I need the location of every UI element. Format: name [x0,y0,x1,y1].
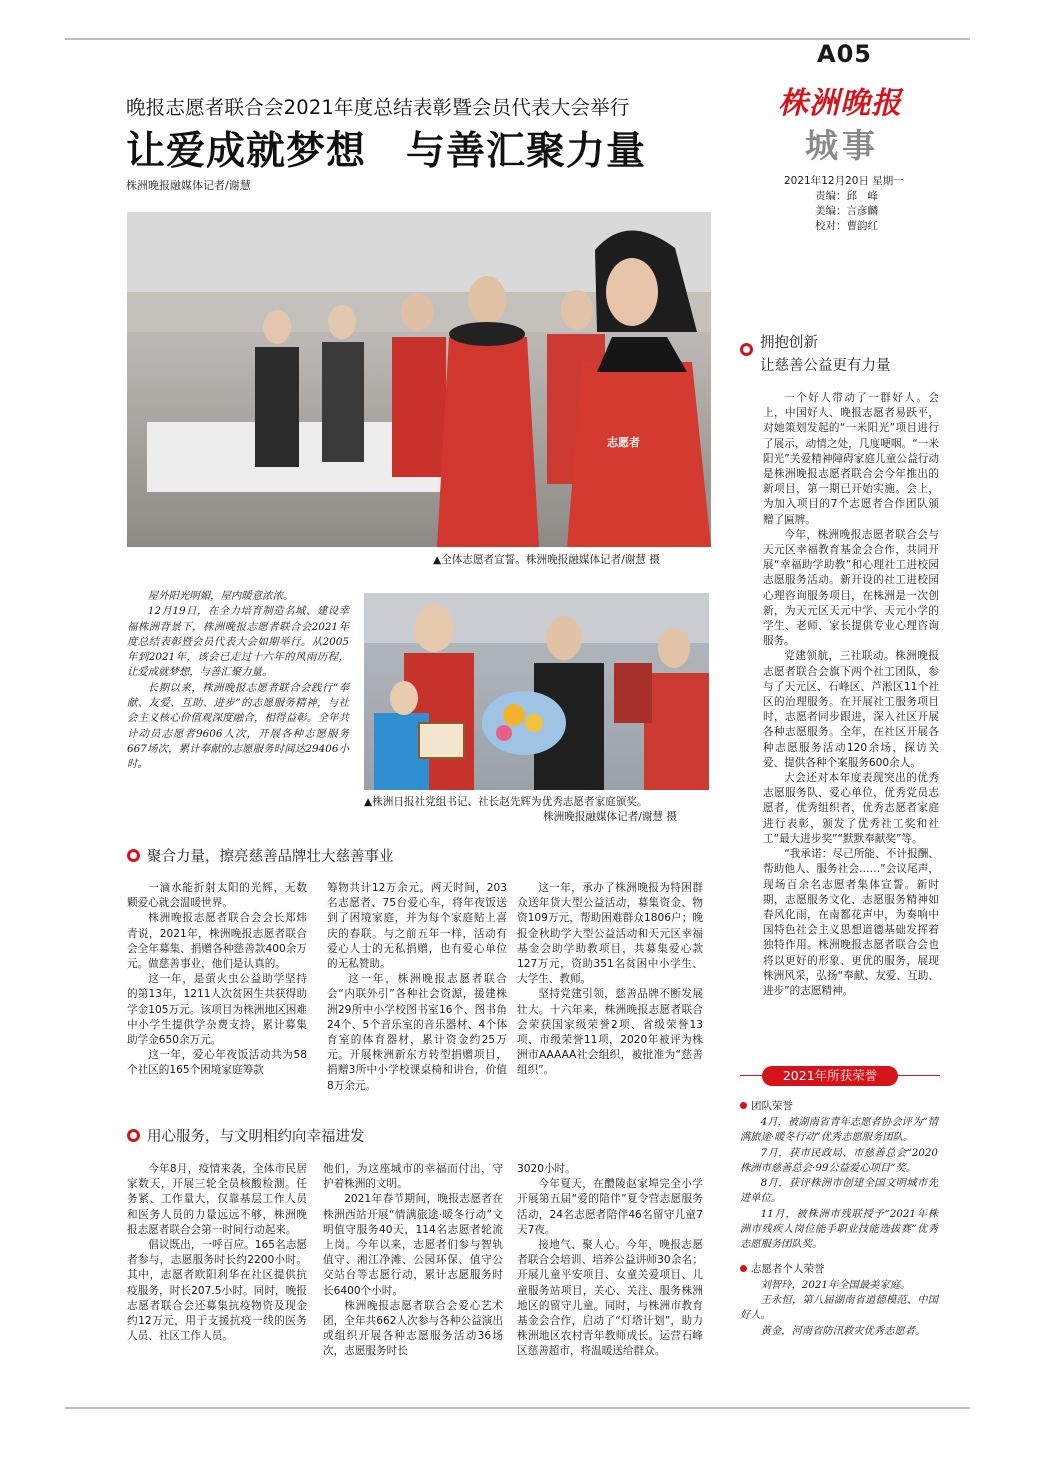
honor-category-team [740,1098,938,1113]
section1-column-1 [127,881,307,1079]
honor-item: 王永恒，第八届湖南省道德模范、中国好人。 [740,1293,938,1322]
paragraph: 一个好人带动了一群好人。会上，中国好人、晚报志愿者易跃平，对她策划发起的“一米阳光”项目进行了展示，动情之处，几度哽咽。“一米阳光”关爱精神障碍家庭儿童公益行动是株洲晚报志愿者联合会今年推出的新项目，第一期已开始实施。会上，为加入项目的7个志愿者合作团队颁赠了匾牌。 [763,392,939,526]
lead-paragraph: 12月19日，在全力培育制造名城、建设幸福株洲背景下，株洲晚报志愿者联合会2021年度总结表彰暨会员代表大会如期举行。从2005年到2021年，该会已走过十六年的风雨历程，让爱成就梦想，与善汇聚力量。 [127,605,349,679]
honor-item: 11月，被株洲市残联授予“2021年株洲市残疾人岗位能手职业技能选拔赛”优秀志愿服务团队奖。 [740,1207,938,1251]
team-honors [740,1115,938,1253]
section1-column-3 [517,881,703,1079]
honor-category-label: 志愿者个人荣誉 [751,1262,825,1275]
paragraph: 筹物共计12万余元。两天时间，203名志愿者、75台爱心车，将年夜饭送到了困境家庭，并为每个家庭贴上喜庆的春联。与之前五年一样，活动有爱心人士的无私捐赠，也有爱心单位的无私赞助。 [327,882,507,971]
paragraph: 这一年，是萤火虫公益助学坚持的第13年，1211人次贫困生共获得助学金105万元。该项目为株洲地区困难中小学生提供学杂费支持，累计募集助学金650余万元。 [127,973,307,1047]
paragraph: 今年8月，疫情来袭，全体市民居家数天，开展三轮全员核酸检测。任务紧、工作量大，仅靠基层工作人员和医务人员的力量远远不够，株洲晚报志愿者联合会第一时间行动起来。 [127,1163,307,1236]
lead-paragraph: 屋外阳光明媚，屋内暖意浓浓。 [147,590,294,602]
paper-logo: 株洲晚报 [778,86,902,121]
lead-paragraph: 长期以来，株洲晚报志愿者联合会践行“奉献、友爱、互助、进步”的志愿服务精神，与社会主义核心价值观深度融合，相得益彰。全年共计动员志愿者9606人次，开展各种志愿服务667场次，累计奉献的志愿服务时间达29406小时。 [127,681,349,771]
sidebar-title-line-2: 让慈善公益更有力量 [760,358,891,374]
headline-title: 让爱成就梦想 与善汇聚力量 [126,129,647,174]
honor-category-personal [740,1261,938,1276]
section2-column-3 [517,1162,703,1360]
section-heading-2 [127,1125,365,1146]
paragraph: 一滴水能折射太阳的光辉，无数颗爱心就会温暖世界。 [127,882,307,910]
paragraph: 今年夏天，在醴陵赵家埠完全小学开展第五届“爱的陪伴”夏令营志愿服务活动，24名志愿者陪伴46名留守儿童7天7夜。 [517,1178,703,1236]
paragraph: “我承诺：尽己所能、不计报酬、帮助他人、服务社会……”会议尾声，现场百余名志愿者集体宣誓。新时期，志愿服务文化、志愿服务精神如春风化雨，在南都花声中，为奏响中国特色社会主义思想道德基础发挥着独特作用。株洲晚报志愿者联合会也将以更好的形象、更优的服务，展现株洲风采，弘扬“奉献、友爱、互助、进步”的志愿精神。 [763,848,939,997]
honor-item: 刘智玲，2021年全国最美家庭。 [760,1278,911,1291]
bullet-icon [740,1102,747,1109]
section-bullet-icon [127,1129,140,1142]
bullet-icon [740,1265,747,1272]
editor-credit: 责编：邱 峰 [815,190,878,202]
paragraph: 他们，为这座城市的幸福而付出，守护着株洲的文明。 [323,1163,503,1191]
award-photo-caption-1: ▲株洲日报社党组书记、社长赵先辉为优秀志愿者家庭颁奖。 [364,796,648,808]
honor-item: 8月，获评株洲市创建全国文明城市先进单位。 [740,1177,938,1205]
paragraph: 坚持党建引领，慈善品牌不断发展壮大。十六年来，株洲晚报志愿者联合会荣获国家级荣誉2项、省级荣誉13项、市级荣誉11项，2020年被评为株洲市AAAAA社会组织，被批准为“慈善组织”。 [517,988,703,1077]
honor-item: 黄金，河南省防汛救灾优秀志愿者。 [760,1324,926,1337]
proofreader-credit: 校对：曹韵红 [815,220,878,232]
paragraph: 接地气、聚人心。今年，晚报志愿者联合会培训、培养公益讲师30余名；开展儿童平安项目、女童关爱项目、儿童服务站项目，关心、关注、服务株洲地区的留守儿童。同时，与株洲市教育基金会合作，启动了“灯塔计划”，助力株洲地区农村青年教师成长。运营石峰区慈善超市，将温暖送给群众。 [517,1239,703,1358]
lead-text [127,589,349,773]
paragraph: 这一年，承办了株洲晚报为特困群众送年货大型公益活动，募集资金、物资109万元，帮助困难群众1806户；晚报金秋助学大型公益活动和天元区幸福基金会助学助教项目，共募集爱心款127万元，资助351名贫困中小学生、大学生、教师。 [517,882,703,986]
paragraph: 倡议既出，一呼百应。165名志愿者参与，志愿服务时长约2200小时。其中，志愿者欧阳利华在社区提供抗疫服务，时长207.5小时。同时，晚报志愿者联合会还募集抗疫物资及现金约12万元，用于支援抗疫一线的医务人员、社区工作人员。 [127,1239,307,1343]
paragraph: 株洲晚报志愿者联合会会长郑炜青说，2021年，株洲晚报志愿者联合会全年募集、捐赠各种慈善款400余万元。做慈善事业，他们是认真的。 [127,912,307,971]
section-bullet-icon [127,849,140,862]
section-title: 用心服务，与文明相约向幸福进发 [147,1129,365,1145]
paragraph: 3020小时。 [517,1163,576,1175]
honor-item: 7月，获市民政局、市慈善总会“2020株洲市慈善总会·99公益爱心项目”奖。 [740,1146,938,1174]
honors-list [740,1098,938,1339]
section-heading-1 [127,845,394,866]
headline-kicker: 晚报志愿者联合会2021年度总结表彰暨会员代表大会举行 [126,96,630,119]
paragraph: 株洲晚报志愿者联合会爱心艺术团，全年共662人次参与各种公益演出或组织开展各种志愿服务活动36场次，志愿服务时长 [323,1299,503,1358]
honor-item: 4月，被湖南省青年志愿者协会评为“情满旅途·暖冬行动”优秀志愿服务团队。 [740,1116,938,1144]
sidebar-text [763,391,939,999]
sidebar-heading [740,331,891,375]
page-number: A05 [817,40,872,68]
date-line: 2021年12月20日 星期一 [784,175,904,187]
designer-credit: 美编：言彦麟 [815,205,878,217]
vest-logo-text: 志愿者 [607,436,640,449]
section2-column-1 [127,1162,307,1344]
section-title: 聚合力量，擦亮慈善品牌壮大慈善事业 [147,849,394,865]
section2-column-2 [323,1162,503,1360]
bottom-rule [65,1407,970,1409]
section1-column-2 [327,881,507,1094]
section-bullet-icon [740,343,753,356]
honors-banner: 2021年所获荣誉 [762,1066,898,1086]
main-photo [127,212,711,547]
main-photo-caption: ▲全体志愿者宣誓。株洲晚报融媒体记者/谢慧 摄 [433,554,660,566]
paragraph: 这一年，株洲晚报志愿者联合会“内联外引”各种社会资源，援建株洲29所中小学校图书室16个、图书角24个、5个音乐室的音乐器材、4个体育室的体育器材，累计资金约25万元。开展株洲新东方转型捐赠项目，捐赠3所中小学校课桌椅和讲台，价值8万余元。 [327,973,507,1092]
byline: 株洲晚报融媒体记者/谢慧 [126,179,251,192]
paragraph: 2021年春节期间，晚报志愿者在株洲西站开展“情满旅途·暖冬行动”文明值守服务40天，114名志愿者轮流上岗。今年以来，志愿者们参与智轨值守、湘江净滩、公园环保、值守公交站台等志愿行动，累计志愿服务时长6400个小时。 [323,1193,503,1297]
paragraph: 大会还对本年度表现突出的优秀志愿服务队、爱心单位，优秀党员志愿者，优秀组织者，优秀志愿者家庭进行表彰，颁发了优秀社工奖和社工“最大进步奖”“默默奉献奖”等。 [763,772,939,845]
paragraph: 今年，株洲晚报志愿者联合会与天元区幸福教育基金会合作，共同开展“幸福助学助教”和心理社工进校园志愿服务活动。新开设的社工进校园心理咨询服务项目，在株洲是一次创新，为天元区天元中学、天元小学的学生、老师、家长提供专业心理咨询服务。 [763,528,939,648]
personal-honors [740,1278,938,1339]
section-name: 城事 [805,126,879,165]
award-photo [364,593,709,790]
paragraph: 这一年，爱心年夜饭活动共为58个社区的165个困境家庭筹款 [127,1049,307,1077]
paragraph: 党建领航，三社联动。株洲晚报志愿者联合会旗下两个社工团队，参与了天元区、石峰区、芦淞区11个社区的治理服务。在开展社工服务项目时，志愿者同步跟进，深入社区开展各种志愿服务。全年，在社区开展各种志愿服务活动120余场，探访关爱、提供各种个案服务600余人。 [763,650,939,769]
award-photo-caption-2: 株洲晚报融媒体记者/谢慧 摄 [543,811,678,823]
sidebar-title-line-1: 拥抱创新 [760,335,818,351]
honor-category-label: 团队荣誉 [751,1100,793,1112]
